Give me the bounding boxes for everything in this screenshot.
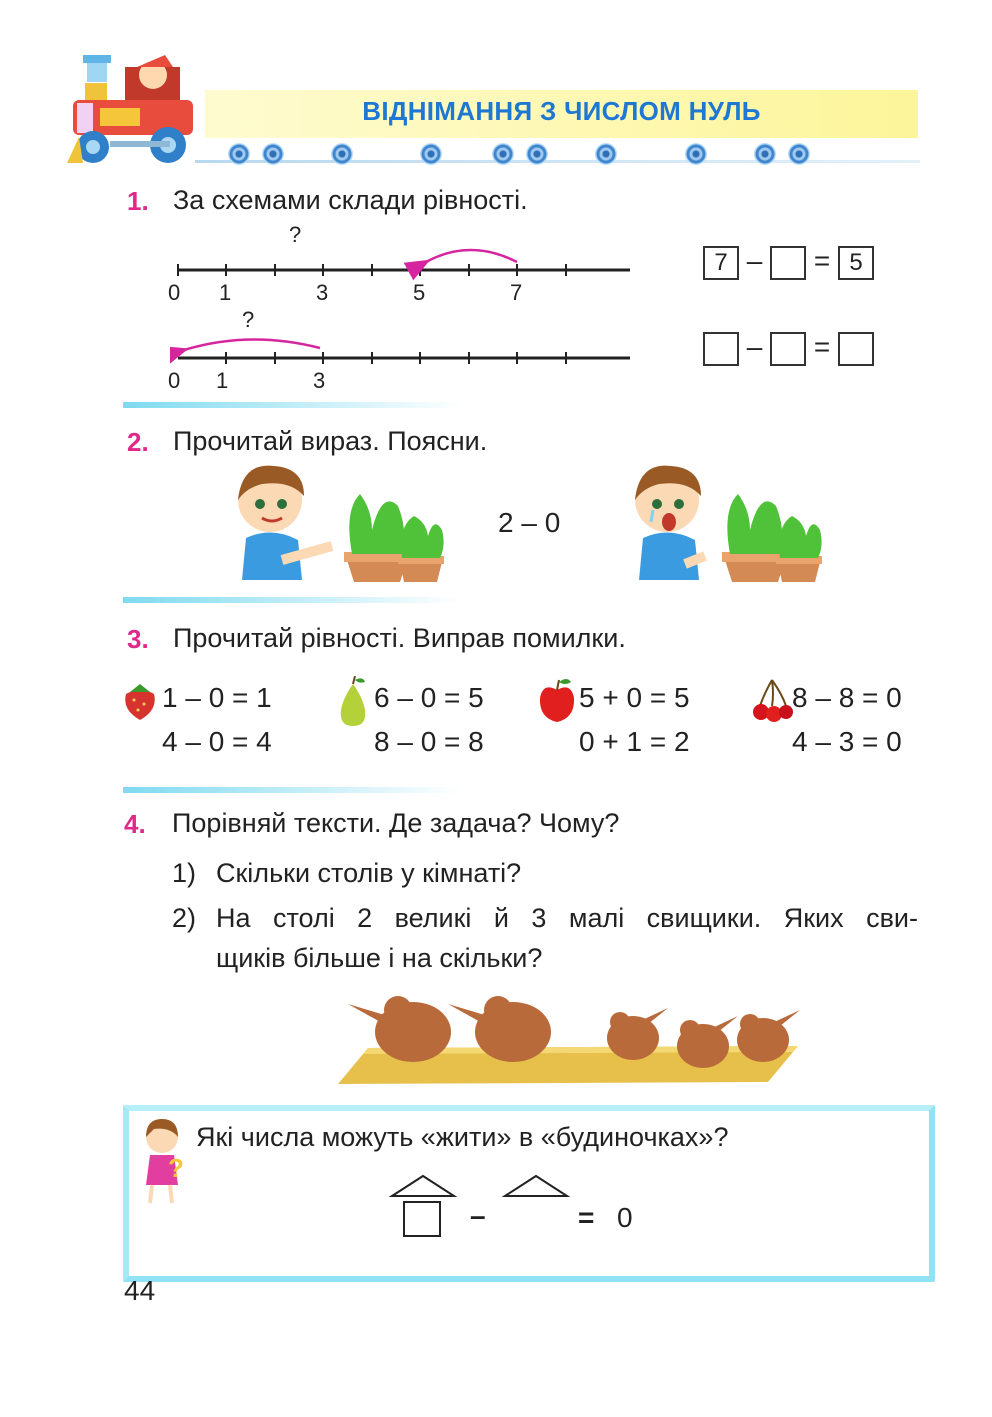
house-roof <box>505 1176 567 1196</box>
item-number: 2) <box>172 903 197 933</box>
minus-sign: – <box>470 1200 486 1231</box>
wheel-icon <box>420 143 442 165</box>
boy-with-cacti-illustration <box>232 460 447 585</box>
answer-box[interactable]: 7 <box>703 246 739 280</box>
wheel-icon <box>262 143 284 165</box>
tick-label: 1 <box>219 280 232 305</box>
house-box <box>404 1202 440 1236</box>
equation-2: – = <box>703 331 874 366</box>
section-divider <box>123 787 463 793</box>
equality: 5 + 0 = 5 <box>579 682 690 713</box>
page-title: ВІДНІМАННЯ З ЧИСЛОМ НУЛЬ <box>362 96 761 126</box>
answer-box[interactable] <box>838 332 874 366</box>
task-text: Порівняй тексти. Де задача? Чому? <box>172 808 620 838</box>
rail-decoration <box>195 160 920 163</box>
tick-label: 0 <box>168 280 181 305</box>
equation-1: 7 – = 5 <box>703 245 874 280</box>
equality: 8 – 8 = 0 <box>792 682 902 713</box>
task-text: За схемами склади рівності. <box>173 185 528 215</box>
wheel-icon <box>331 143 353 165</box>
pear-icon <box>333 676 373 728</box>
tick-label: 1 <box>216 368 229 393</box>
equals-sign: = <box>578 1202 595 1233</box>
apple-icon <box>537 676 577 724</box>
task-number: 4. <box>124 809 146 839</box>
page-number: 44 <box>124 1275 156 1306</box>
strawberry-icon <box>120 680 160 722</box>
number-lines <box>170 218 640 393</box>
task-number: 1. <box>127 186 149 216</box>
fact-question: Які числа можуть «жити» в «будиночках»? <box>196 1122 729 1152</box>
section-divider <box>123 597 463 603</box>
wheel-icon <box>595 143 617 165</box>
task-number: 3. <box>127 624 149 654</box>
item-text-continued: щиків більше і на скільки? <box>216 943 543 973</box>
equality: 8 – 0 = 8 <box>374 726 484 757</box>
task-text: Прочитай рівності. Виправ помилки. <box>173 623 626 653</box>
equality: 4 – 3 = 0 <box>792 726 902 757</box>
task-text: Прочитай вираз. Поясни. <box>173 426 488 456</box>
jump-arrow-2 <box>184 339 320 350</box>
tick-label: 3 <box>316 280 329 305</box>
equality: 1 – 0 = 1 <box>162 682 272 713</box>
task-number: 2. <box>127 427 149 457</box>
wheel-icon <box>685 143 707 165</box>
answer-box[interactable]: 5 <box>838 246 874 280</box>
equality: 4 – 0 = 4 <box>162 726 272 757</box>
equality: 6 – 0 = 5 <box>374 682 484 713</box>
answer-box[interactable] <box>770 332 806 366</box>
item-text: Скільки столів у кімнаті? <box>216 858 522 888</box>
train-icon <box>65 45 210 170</box>
svg-text:?: ? <box>168 1153 184 1183</box>
result-zero: 0 <box>617 1202 633 1233</box>
answer-box[interactable] <box>770 246 806 280</box>
answer-box[interactable] <box>703 332 739 366</box>
tick-label: 7 <box>510 280 523 305</box>
girl-question-icon <box>138 1115 188 1207</box>
expression: 2 – 0 <box>498 507 561 538</box>
item-text: На столі 2 великі й 3 малі свищики. Яких сви- <box>216 903 918 933</box>
jump-arrow-1 <box>426 250 517 262</box>
tick-label: 3 <box>313 368 326 393</box>
tick-label: 5 <box>413 280 426 305</box>
tick-label: 0 <box>168 368 181 393</box>
wheel-icon <box>526 143 548 165</box>
item-number: 1) <box>172 858 197 888</box>
section-divider <box>123 402 463 408</box>
wheel-icon <box>754 143 776 165</box>
question-mark: ? <box>242 307 255 332</box>
wheel-icon <box>492 143 514 165</box>
boy-crying-cacti-illustration <box>625 460 840 585</box>
whistles-illustration <box>338 990 803 1088</box>
question-mark: ? <box>289 222 302 247</box>
cherry-icon <box>752 676 794 724</box>
equality: 0 + 1 = 2 <box>579 726 690 757</box>
house-roof <box>392 1176 454 1196</box>
wheel-icon <box>788 143 810 165</box>
wheel-icon <box>228 143 250 165</box>
